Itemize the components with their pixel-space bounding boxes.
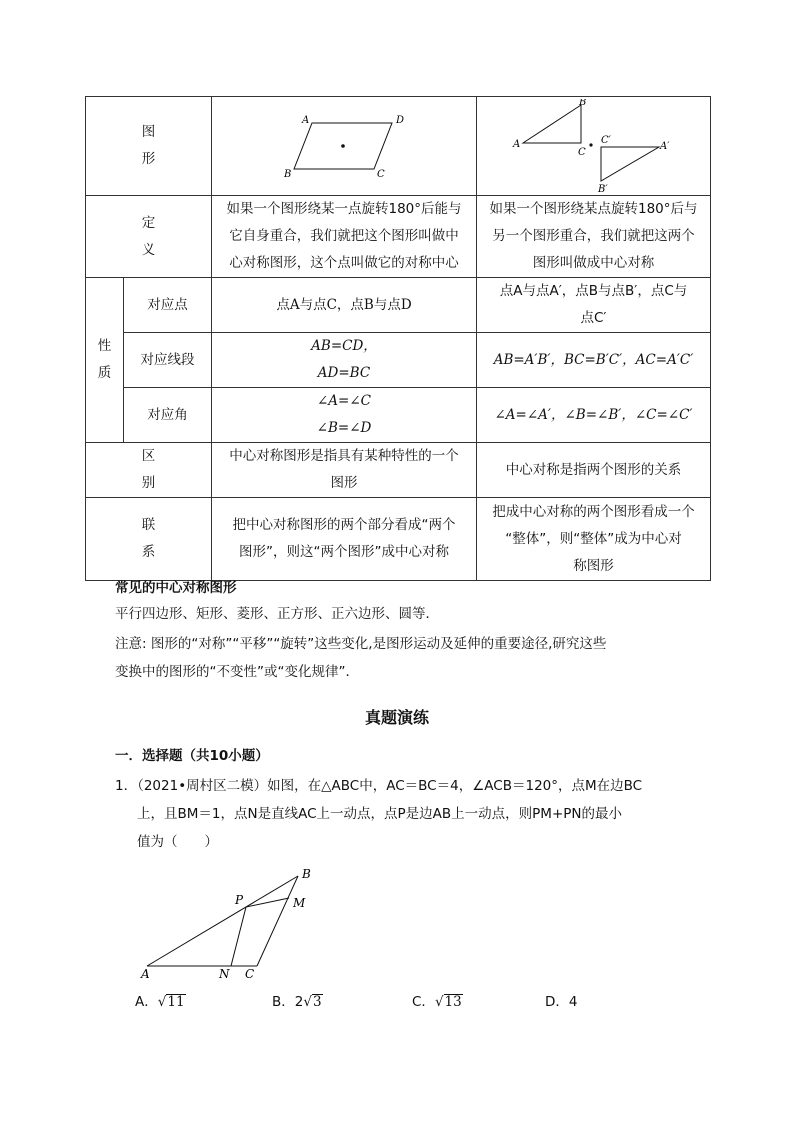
sqrt-symbol: √3	[303, 994, 322, 1010]
definition-right-line: 图形叫做成中心对称	[532, 255, 655, 271]
radicand: 13	[444, 994, 462, 1010]
difference-left-line: 图形	[330, 475, 358, 491]
label-c: C	[245, 967, 255, 981]
row-label-difference	[86, 443, 212, 498]
answer-options	[135, 990, 695, 1014]
label-c-prime: C′	[600, 134, 611, 146]
figure-label-2: 形	[141, 151, 156, 167]
angles-label: 对应角	[124, 388, 212, 443]
row-label-definition	[86, 196, 212, 278]
triangles-figure-cell	[477, 97, 711, 196]
relation-right-line: “整体”，则“整体”成为中心对	[505, 530, 682, 547]
property-label	[86, 278, 124, 443]
definition-left-line: 如果一个图形绕某一点旋转180°后能与	[226, 201, 462, 217]
label-a-prime: A′	[659, 140, 669, 152]
definition-right-line: 另一个图形重合，我们就把这两个	[492, 228, 695, 244]
option-c[interactable]	[412, 990, 463, 1010]
comparison-table	[85, 96, 711, 581]
segments-left-line: AD=BC	[317, 365, 371, 381]
relation-right	[477, 498, 711, 581]
option-letter: A．	[135, 994, 158, 1010]
points-left	[212, 278, 477, 333]
question-1-line: 上，且BM＝1，点N是直线AC上一动点，点P是边AB上一动点，则PM+PN的最小	[137, 806, 622, 822]
relation-left	[212, 498, 477, 581]
angles-right-text: ∠A=∠A′，∠B=∠B′，∠C=∠C′	[494, 406, 693, 423]
property-label-2: 质	[97, 365, 112, 381]
segments-left-line: AB=CD，	[311, 338, 377, 354]
option-b[interactable]	[272, 990, 323, 1010]
label-d: D	[396, 115, 405, 126]
points-right	[477, 278, 711, 333]
relation-left-line: 图形”，则这“两个图形”成中心对称	[239, 544, 449, 560]
points-right-line: 点C′	[580, 310, 607, 326]
label-c: C	[577, 146, 586, 158]
parallelogram-figure-cell	[212, 97, 477, 196]
coefficient: 2	[294, 994, 304, 1010]
notes-caution-line: 注意: 图形的“对称”“平移”“旋转”这些变化,是图形运动及延伸的重要途径,研究这些	[115, 636, 607, 652]
angles-left-line: ∠A=∠C	[316, 393, 371, 409]
question-1	[115, 772, 695, 856]
segments-right	[477, 333, 711, 388]
property-label-1: 性	[97, 338, 112, 354]
difference-left-line: 中心对称图形是指具有某种特性的一个	[229, 448, 459, 464]
row-label-figure	[86, 97, 212, 196]
notes-block	[115, 578, 715, 686]
difference-right: 中心对称是指两个图形的关系	[477, 443, 711, 498]
option-letter: C．	[412, 994, 435, 1010]
label-b: B	[578, 98, 586, 108]
option-value: 4	[568, 994, 578, 1010]
difference-label-1: 区	[141, 448, 156, 464]
segments-left	[212, 333, 477, 388]
sqrt-symbol: √13	[434, 994, 462, 1010]
label-c: C	[377, 169, 385, 180]
notes-shapes: 平行四边形、矩形、菱形、正方形、正六边形、圆等．	[115, 606, 439, 622]
label-m: M	[293, 896, 306, 910]
central-symmetry-triangles-diagram	[509, 99, 679, 194]
definition-label-2: 义	[141, 241, 156, 258]
definition-left	[212, 196, 477, 278]
relation-left-line: 把中心对称图形的两个部分看成“两个	[232, 517, 456, 533]
option-letter: B．	[272, 994, 295, 1010]
question-group-heading: 一．选择题（共10小题）	[115, 748, 269, 764]
relation-right-line: 把成中心对称的两个图形看成一个	[492, 503, 695, 520]
notes-caution	[115, 630, 715, 686]
segments-label: 对应线段	[124, 333, 212, 388]
label-a: A	[141, 967, 150, 981]
relation-label-1: 联	[141, 517, 156, 533]
definition-left-line: 心对称图形，这个点叫做它的对称中心	[229, 255, 459, 271]
question-1-line: 1．（2021•周村区二模）如图，在△ABC中，AC＝BC＝4，∠ACB＝120°，点M在边BC	[115, 778, 643, 794]
label-a: A	[302, 115, 310, 126]
difference-label-2: 别	[141, 475, 156, 491]
radicand: 3	[312, 994, 322, 1010]
notes-caution-line: 变换中的图形的“不变性”或“变化规律”．	[115, 664, 359, 680]
question-1-line: 值为（ ）	[137, 834, 218, 850]
definition-right-line: 如果一个图形绕某点旋转180°后与	[489, 201, 698, 217]
figure-label-1: 图	[141, 124, 156, 140]
points-label: 对应点	[124, 278, 212, 333]
section-title: 真题演练	[364, 708, 429, 727]
radicand: 11	[167, 994, 185, 1010]
points-right-line: 点A与点A′，点B与点B′，点C与	[499, 283, 688, 299]
points-left-text: 点A与点C，点B与点D	[276, 296, 412, 313]
triangle-pmn-diagram	[135, 862, 335, 987]
definition-left-line: 它自身重合，我们就把这个图形叫做中	[229, 228, 459, 244]
notes-heading: 常见的中心对称图形	[115, 580, 237, 596]
label-b: B	[302, 867, 311, 881]
option-d[interactable]	[545, 990, 578, 1010]
label-b: B	[284, 169, 292, 180]
parallelogram-diagram	[274, 111, 414, 181]
angles-left-line: ∠B=∠D	[316, 420, 372, 436]
definition-label-1: 定	[141, 214, 156, 231]
sqrt-symbol: √11	[157, 994, 185, 1010]
angles-right	[477, 388, 711, 443]
difference-left	[212, 443, 477, 498]
definition-right	[477, 196, 711, 278]
label-n: N	[219, 967, 230, 981]
relation-right-line: 称图形	[573, 557, 614, 574]
row-label-relation	[86, 498, 212, 581]
option-a[interactable]	[135, 990, 186, 1010]
label-a: A	[512, 138, 520, 150]
label-p: P	[235, 893, 244, 907]
angles-left	[212, 388, 477, 443]
option-letter: D．	[545, 994, 569, 1010]
relation-label-2: 系	[141, 544, 156, 560]
label-b-prime: B′	[597, 183, 608, 194]
segments-right-text: AB=A′B′，BC=B′C′，AC=A′C′	[493, 351, 694, 368]
